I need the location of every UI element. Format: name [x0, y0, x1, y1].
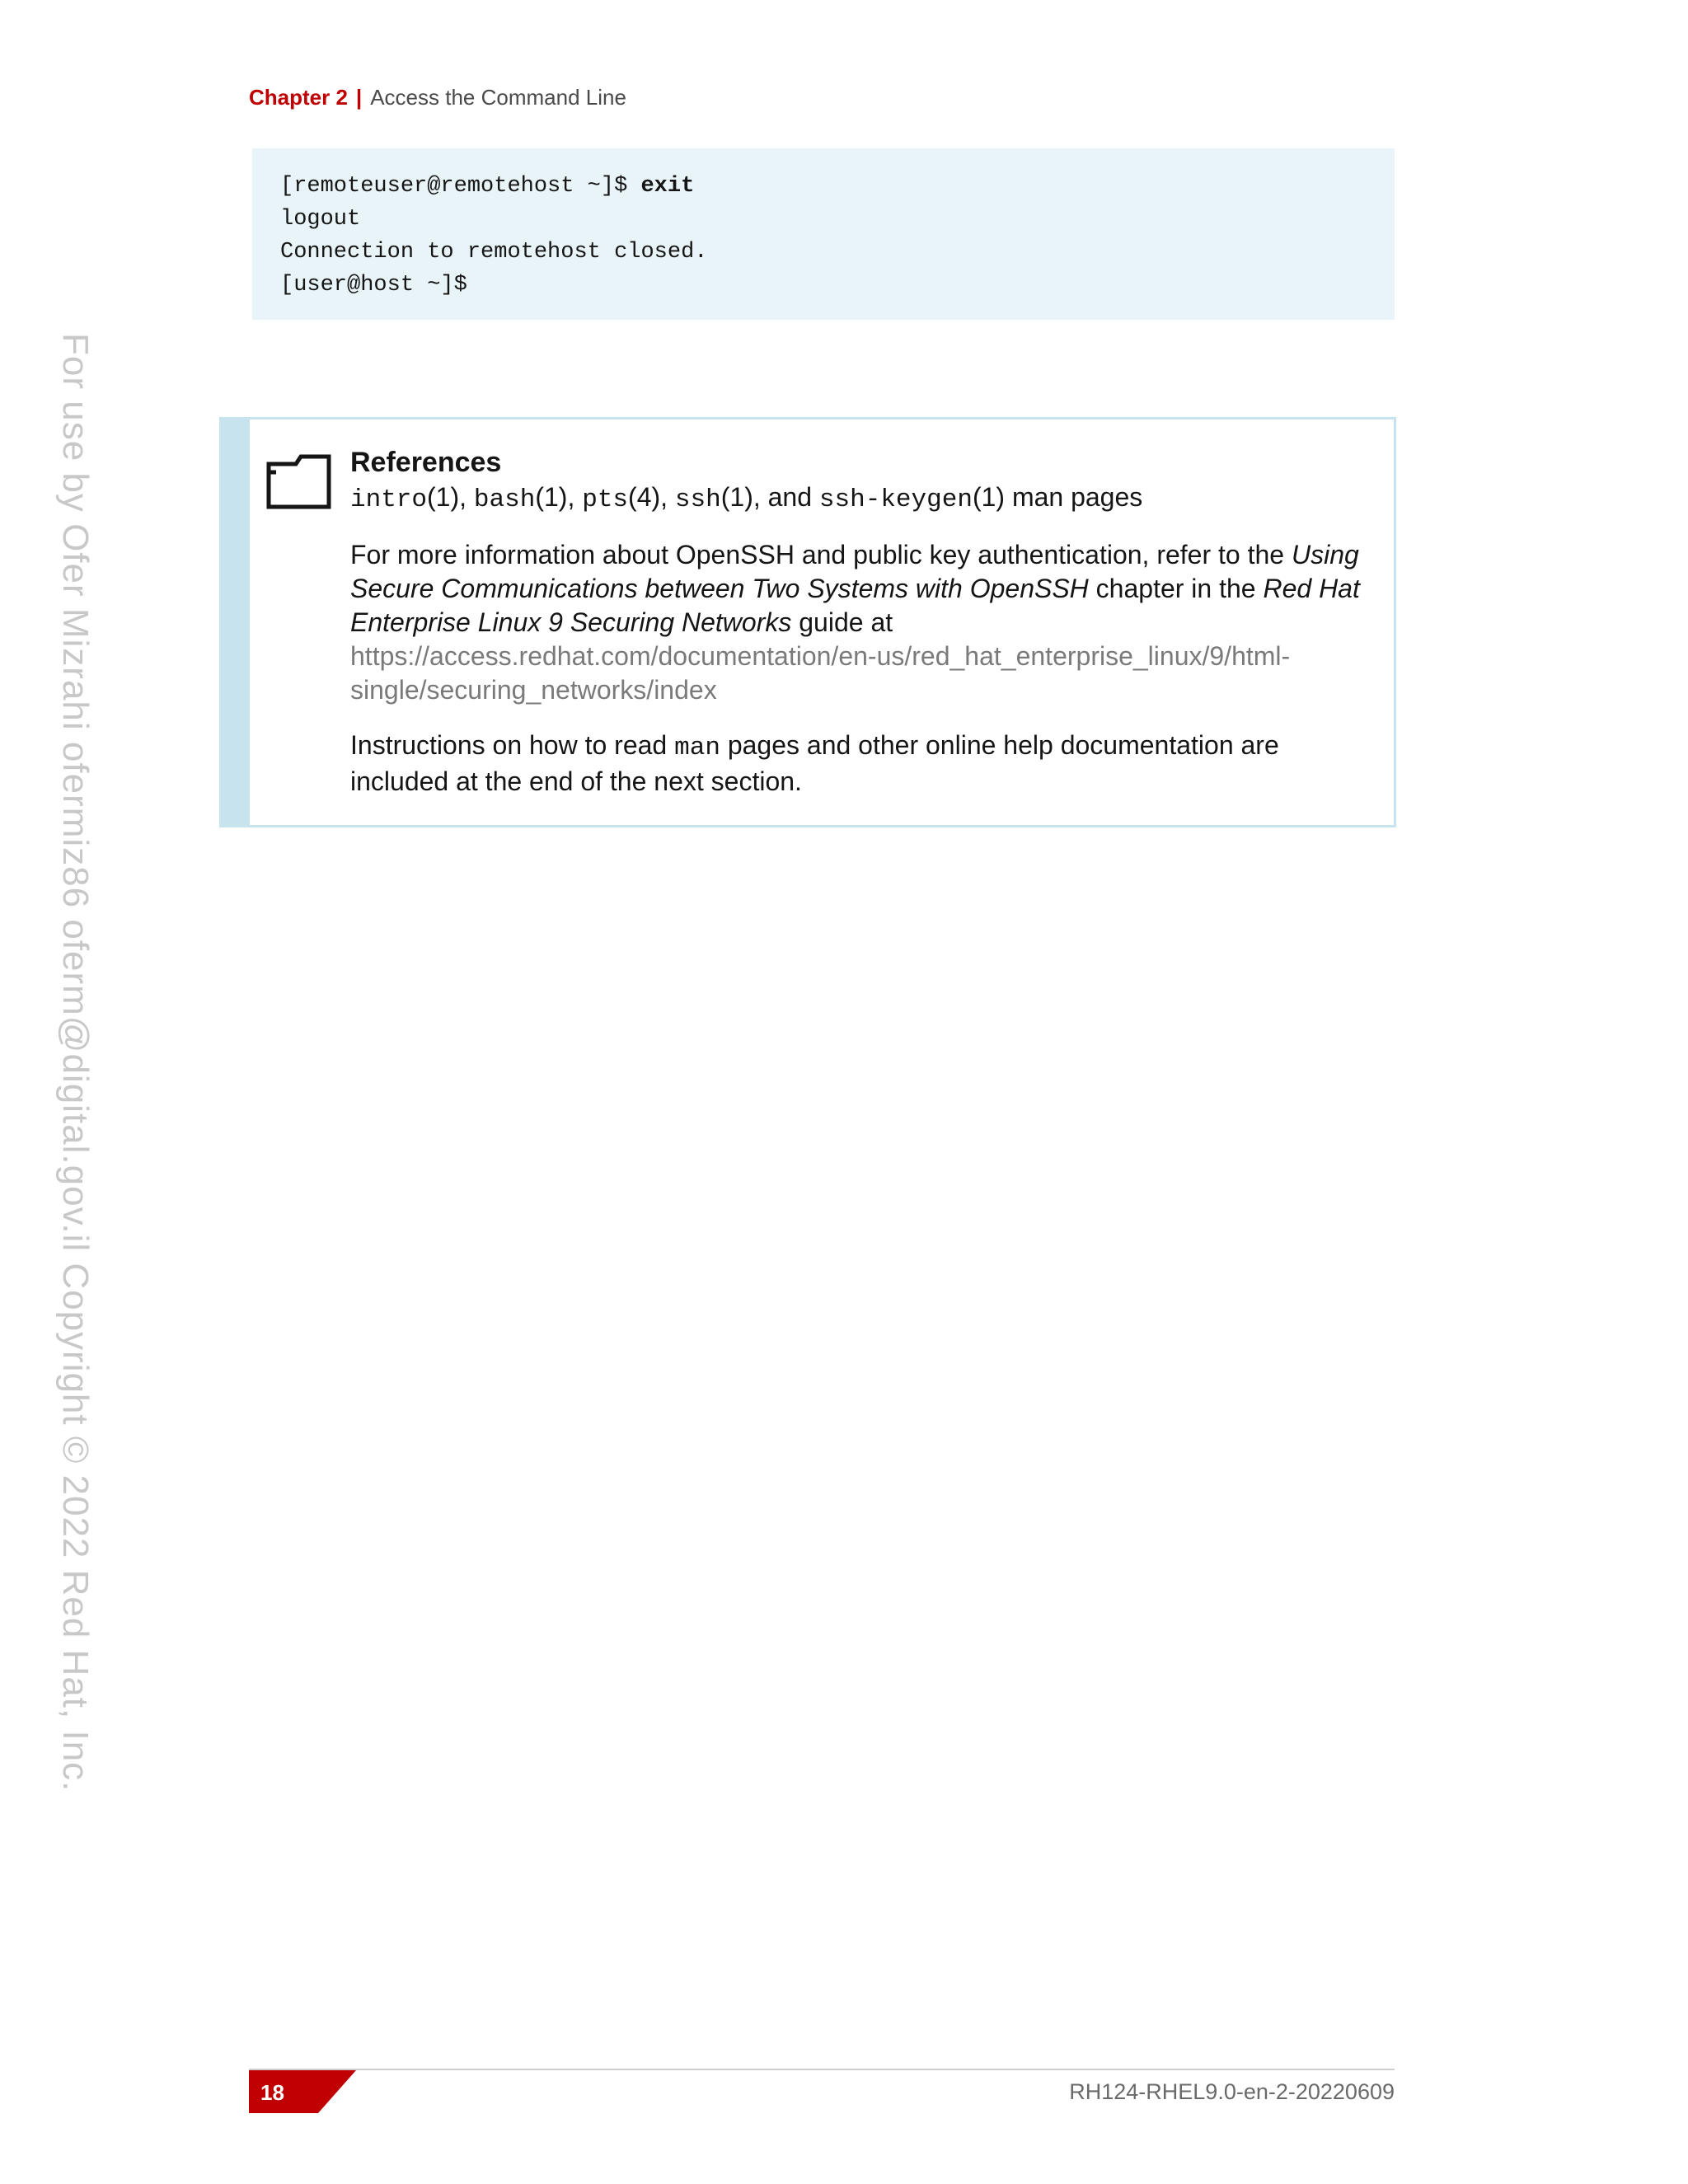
page-number: 18	[260, 2080, 284, 2105]
chapter-label: Chapter 2	[249, 85, 348, 110]
copyright-watermark: For use by Ofer Mizrahi ofermiz86 oferm@digital.gov.il Copyright © 2022 Red Hat, Inc.	[55, 333, 96, 1793]
document-id: RH124-RHEL9.0-en-2-20220609	[1069, 2079, 1395, 2104]
chapter-reference: Using Secure Communications between Two Systems with OpenSSH	[350, 540, 1359, 603]
folder-icon	[265, 452, 334, 512]
paragraph-text: pages and other online help documentation are included at the end of the next section.	[350, 730, 1279, 796]
guide-reference: Red Hat Enterprise Linux 9 Securing Networks	[350, 574, 1360, 637]
terminal-code-block	[252, 148, 1395, 320]
man-page-pts: pts	[582, 485, 629, 514]
paragraph-text: For more information about OpenSSH and public key authentication, refer to the	[350, 540, 1292, 569]
references-content	[350, 444, 1372, 799]
openssh-paragraph	[350, 538, 1372, 707]
code-prompt: [remoteuser@remotehost ~]$	[280, 174, 641, 199]
code-output: Connection to remotehost closed.	[280, 240, 708, 265]
references-title: References	[350, 447, 502, 478]
running-header	[249, 82, 626, 112]
footer-divider	[249, 2069, 1395, 2070]
man-section: (1), and	[720, 482, 819, 512]
paragraph-text: Instructions on how to read	[350, 730, 675, 760]
header-separator: |	[355, 85, 363, 110]
chapter-title: Access the Command Line	[370, 85, 626, 110]
man-page-ssh: ssh	[674, 485, 721, 514]
references-stripe	[222, 419, 250, 825]
man-page-bash: bash	[473, 485, 536, 514]
code-command: exit	[640, 174, 695, 199]
man-command: man	[674, 733, 720, 762]
paragraph-text: chapter in the	[1088, 574, 1264, 603]
link-line[interactable]: single/securing_networks/index	[350, 675, 717, 705]
code-output: logout	[280, 207, 361, 232]
man-page-ssh-keygen: ssh-keygen	[818, 485, 973, 514]
code-prompt: [user@host ~]$	[280, 273, 467, 298]
code-line	[280, 170, 1367, 203]
code-line	[280, 236, 1367, 269]
paragraph-text: guide at	[791, 607, 893, 637]
code-line	[280, 203, 1367, 236]
code-line	[280, 269, 1367, 302]
man-section: (4),	[628, 482, 675, 512]
documentation-link[interactable]	[350, 641, 1290, 705]
man-section: (1),	[427, 482, 474, 512]
man-section: (1) man pages	[972, 482, 1143, 512]
man-help-paragraph	[350, 729, 1372, 799]
man-pages-list	[350, 480, 1372, 517]
link-line[interactable]: https://access.redhat.com/documentation/en-us/red_hat_enterprise_linux/9/html-	[350, 641, 1291, 671]
man-page-intro: intro	[350, 485, 428, 514]
references-box	[219, 417, 1396, 827]
man-section: (1),	[535, 482, 583, 512]
